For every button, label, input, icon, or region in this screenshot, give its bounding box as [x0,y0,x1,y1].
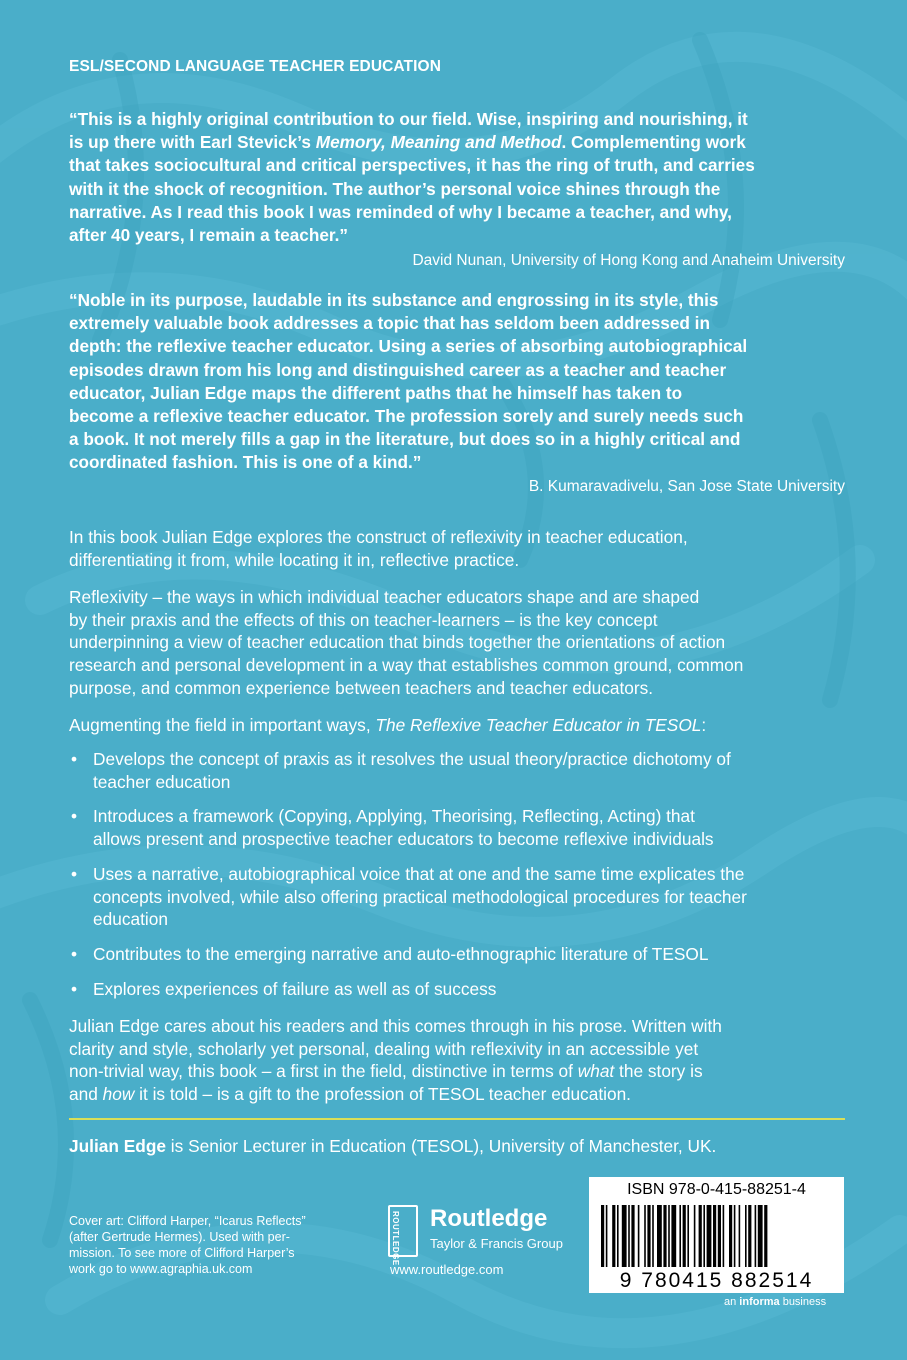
publisher-url: www.routledge.com [390,1262,504,1277]
quote-line: a book. It not merely fills a gap in the literature, but does so in a highly critical and [69,429,741,450]
description-paragraph-2 [69,586,845,700]
quote-line: is up there with Earl Stevick’s Memory, Meaning and Method. Complementing work [69,132,746,153]
quote-2-attribution: B. Kumaravadivelu, San Jose State University [528,478,845,495]
bullet-icon: • [71,749,78,769]
divider-rule [69,1118,845,1120]
quote-line: that takes sociocultural and critical perspectives, it has the ring of truth, and carries [69,155,755,176]
bullet-icon: • [71,943,78,964]
quote-line: narrative. As I read this book I was reminded of why I became a teacher, and why, [69,201,732,222]
quote-line: extremely valuable book addresses a topic that has seldom been addressed in [69,313,710,334]
series-category: ESL/SECOND LANGUAGE TEACHER EDUCATION [69,58,441,75]
feature-list [69,748,845,1000]
routledge-emblem-icon: ROUTLEDGE [388,1205,418,1257]
description-paragraph-4 [69,1015,845,1106]
barcode-digits: 9 780415 882514 [619,1269,814,1292]
quote-line: “Noble in its purpose, laudable in its substance and engrossing in its style, this [69,290,719,310]
quote-line: “This is a highly original contribution to our field. Wise, inspiring and nourishing, it [69,109,748,129]
description-paragraph-3: Augmenting the field in important ways, The Reflexive Teacher Educator in TESOL: [69,715,707,735]
quote-line: episodes drawn from his long and distinguished career as a teacher and teacher [69,359,727,380]
endorsement-quote-2 [69,289,845,475]
para-line: research and personal development in a way that establishes common ground, common [69,655,744,676]
author-bio: Julian Edge is Senior Lecturer in Education (TESOL), University of Manchester, UK. [69,1136,717,1156]
quote-line: with it the shock of recognition. The author’s personal voice shines through the [69,178,721,199]
para-line: Reflexivity – the ways in which individual teacher educators shape and are shaped [69,587,700,607]
feature-item: • Explores experiences of failure as well as of success [71,978,497,999]
para-line: and how it is told – is a gift to the profession of TESOL teacher education. [69,1084,631,1105]
book-title: The Reflexive Teacher Educator in TESOL [375,715,702,735]
feature-item: • Contributes to the emerging narrative and auto-ethnographic literature of TESOL [71,943,709,964]
quote-line: after 40 years, I remain a teacher.” [69,225,348,246]
feature-item: • Uses a narrative, autobiographical voice that at one and the same time explicates the concepts involved, while also offering practical methodological procedures for teacher education [71,863,747,930]
bullet-icon: • [71,863,78,884]
para-line: In this book Julian Edge explores the construct of reflexivity in teacher education, [69,527,688,547]
informa-tagline: an informa business [724,1296,827,1308]
description-paragraph-1 [69,526,845,571]
para-line: underpinning a view of teacher education that binds together the orientations of action [69,632,726,653]
feature-item: • Develops the concept of praxis as it resolves the usual theory/practice dichotomy of teacher education [71,749,731,792]
book-title-reference: Memory, Meaning and Method [315,132,562,153]
para-line: differentiating it from, while locating it in, reflective practice. [69,549,520,570]
para-line: purpose, and common experience between teachers and teacher educators. [69,677,654,698]
publisher-group: Taylor & Francis Group [430,1236,563,1251]
bullet-icon: • [71,978,78,999]
feature-item: • Introduces a framework (Copying, Applying, Theorising, Reflecting, Acting) that allows present and prospective teacher educators to become reflexive individuals [71,806,714,850]
para-line: clarity and style, scholarly yet personal, dealing with reflexivity in an accessible yet [69,1038,699,1059]
quote-1-attribution: David Nunan, University of Hong Kong and Anaheim University [412,252,845,269]
isbn-label: ISBN 978-0-415-88251-4 [627,1181,806,1198]
publisher-name: Routledge [430,1205,548,1232]
author-name: Julian Edge [69,1136,166,1156]
quote-line: become a reflexive teacher educator. The profession sorely and surely needs such [69,406,744,427]
para-line: by their praxis and the effects of this on teacher-learners – is the key concept [69,609,658,630]
quote-line: depth: the reflexive teacher educator. Using a series of absorbing autobiographical [69,336,748,357]
endorsement-quote-1 [69,108,845,247]
quote-line: educator, Julian Edge maps the different paths that he himself has taken to [69,382,683,403]
isbn-barcode [589,1177,844,1293]
para-line: non-trivial way, this book – a first in the field, distinctive in terms of what the story is [69,1061,703,1082]
bullet-icon: • [71,806,78,827]
routledge-logo [388,1205,588,1265]
para-line: Julian Edge cares about his readers and this comes through in his prose. Written with [69,1016,722,1036]
quote-line: coordinated fashion. This is one of a kind.” [69,452,422,473]
cover-art-credit: Cover art: Clifford Harper, “Icarus Reflects” (after Gertrude Hermes). Used with per- mission. To see more of Clifford Harper’s work go to www.agraphia.uk.com [69,1214,306,1276]
barcode-icon [595,1205,838,1267]
